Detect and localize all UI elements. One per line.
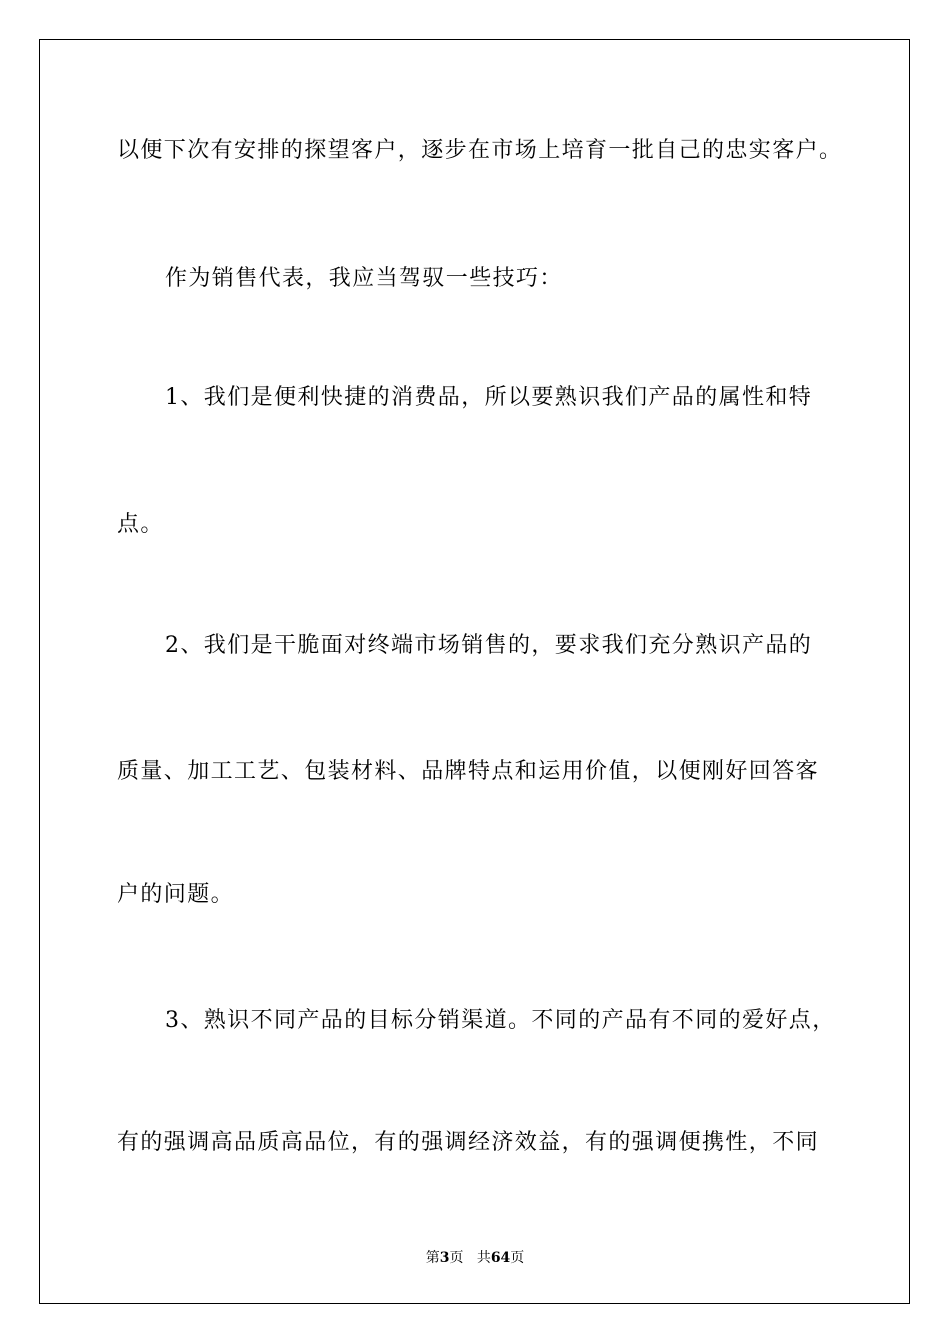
body-line-6: 质量、加工工艺、包装材料、品牌特点和运用价值，以便刚好回答客 — [117, 759, 820, 784]
body-line-5: 2、我们是干脆面对终端市场销售的，要求我们充分熟识产品的 — [165, 633, 813, 658]
page-footer — [0, 1248, 950, 1268]
footer-total-pages: 64 — [490, 1250, 511, 1266]
body-line-9: 有的强调高品质高品位，有的强调经济效益，有的强调便携性，不同 — [117, 1130, 820, 1155]
footer-page-suffix: 页 — [449, 1250, 464, 1266]
body-line-1: 以便下次有安排的探望客户，逐步在市场上培育一批自己的忠实客户。 — [117, 138, 843, 163]
footer-page-prefix: 第 — [425, 1250, 440, 1266]
page-border — [39, 39, 910, 1304]
body-line-2: 作为销售代表，我应当驾驭一些技巧： — [165, 266, 563, 291]
body-line-8: 3、熟识不同产品的目标分销渠道。不同的产品有不同的爱好点， — [165, 1008, 836, 1033]
body-line-4: 点。 — [117, 512, 164, 537]
footer-total-suffix: 页 — [510, 1250, 525, 1266]
body-line-7: 户的问题。 — [117, 882, 235, 907]
footer-page-number: 3 — [439, 1250, 450, 1266]
body-line-3: 1、我们是便利快捷的消费品，所以要熟识我们产品的属性和特 — [165, 385, 813, 410]
footer-total-prefix: 共 — [476, 1250, 491, 1266]
